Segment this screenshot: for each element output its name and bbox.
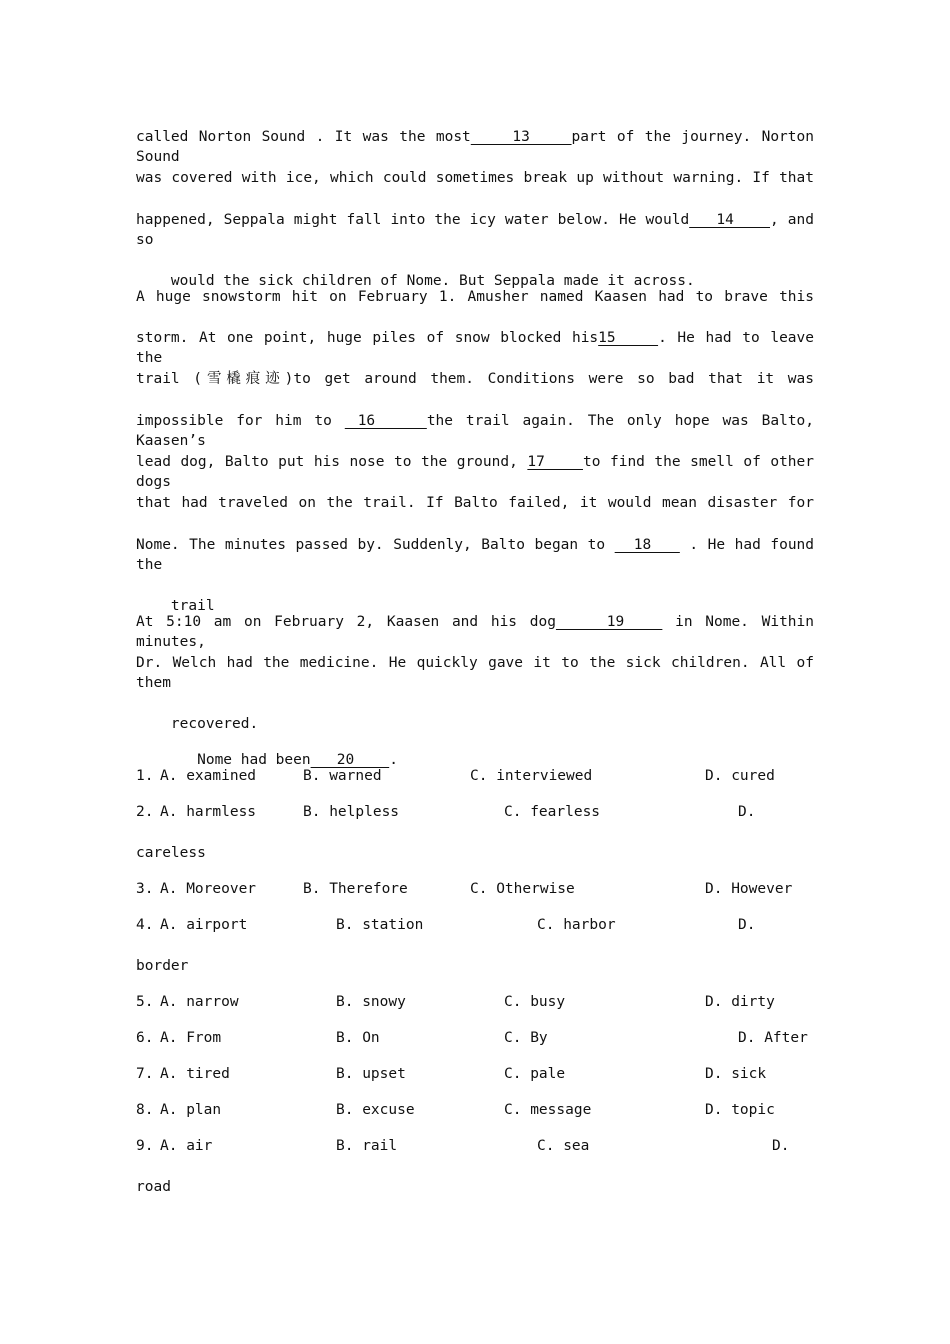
question-5-option-a: A. narrow — [160, 994, 239, 1010]
passage-line — [136, 612, 814, 652]
line-text: . He had to leave the — [136, 330, 814, 366]
line-text: . — [389, 752, 398, 768]
line-text: the trail again. The only hope was Balto, Kaasen’s — [136, 413, 815, 449]
question-7-option-b: B. upset — [336, 1066, 406, 1082]
blank-14: 14 — [689, 212, 771, 228]
question-8-option-a: A. plan — [160, 1102, 222, 1118]
question-2-option-c: C. fearless — [504, 804, 601, 820]
passage-line — [136, 653, 814, 693]
question-6-option-b: B. On — [336, 1030, 380, 1046]
question-4-option-d-text: border — [136, 958, 189, 974]
question-3-option-b: B. Therefore — [303, 881, 408, 897]
line-text: Nome had been — [170, 752, 311, 768]
blank-16: 16 — [344, 413, 427, 429]
passage-line — [136, 328, 814, 368]
blank-17: 17 — [527, 454, 583, 470]
question-1-number: 1. — [136, 768, 154, 784]
line-text: Dr. Welch had the medicine. He quickly gave it to the sick children. All of them — [136, 655, 814, 691]
question-8-option-c: C. message — [504, 1102, 592, 1118]
line-text: storm. At one point, huge piles of snow blocked his — [136, 330, 599, 346]
question-5-option-b: B. snowy — [336, 994, 406, 1010]
question-8-option-d: D. topic — [705, 1102, 775, 1118]
passage-line — [136, 369, 814, 389]
line-text: . He had found the — [136, 537, 815, 573]
question-1-option-c: C. interviewed — [470, 768, 593, 784]
line-text: Nome. The minutes passed by. Suddenly, Balto began to — [136, 537, 615, 553]
question-7-option-d: D. sick — [705, 1066, 767, 1082]
passage-line — [136, 493, 814, 513]
line-text: , and so — [136, 212, 814, 248]
question-1-option-d: D. cured — [705, 768, 775, 784]
question-7-number: 7. — [136, 1066, 154, 1082]
question-1-option-b: B. warned — [303, 768, 382, 784]
line-text: A huge snowstorm hit on February 1. Amusher named Kaasen had to brave this — [136, 289, 814, 305]
line-text: impossible for him to — [136, 413, 345, 429]
question-6-option-d: D. After — [738, 1030, 808, 1046]
question-3-number: 3. — [136, 881, 154, 897]
question-6-number: 6. — [136, 1030, 154, 1046]
question-4-number: 4. — [136, 917, 154, 933]
blank-13: 13 — [470, 129, 572, 145]
line-text: would the sick children of Nome. But Seppala made it across. — [170, 273, 695, 289]
question-4-option-c: C. harbor — [537, 917, 616, 933]
question-5-option-c: C. busy — [504, 994, 566, 1010]
question-3-option-a: A. Moreover — [160, 881, 257, 897]
passage-line — [136, 127, 814, 167]
question-5-option-d: D. dirty — [705, 994, 775, 1010]
line-text: recovered. — [170, 716, 259, 732]
question-7-option-a: A. tired — [160, 1066, 230, 1082]
blank-20: 20 — [310, 752, 390, 768]
passage-line — [136, 287, 814, 307]
question-4-option-d: D. — [738, 917, 756, 933]
question-9-option-b: B. rail — [336, 1138, 398, 1154]
line-text: in Nome. Within minutes, — [136, 614, 814, 650]
passage-line — [136, 210, 814, 250]
passage-line — [136, 411, 814, 451]
line-text: trail (雪橇痕迹)to get around them. Conditions were so bad that it was — [136, 371, 814, 387]
line-text: happened, Seppala might fall into the icy water below. He would — [136, 212, 690, 228]
question-4-option-b: B. station — [336, 917, 424, 933]
line-text: lead dog, Balto put his nose to the ground, — [136, 454, 528, 470]
line-text: to find the smell of other dogs — [136, 454, 814, 490]
question-4-option-a: A. airport — [160, 917, 248, 933]
line-text: part of the journey. Norton Sound — [136, 129, 814, 165]
passage-line — [136, 535, 814, 575]
question-6-option-a: A. From — [160, 1030, 222, 1046]
question-2-number: 2. — [136, 804, 154, 820]
blank-19: 19 — [555, 614, 663, 630]
question-6-option-c: C. By — [504, 1030, 548, 1046]
line-text: was covered with ice, which could sometimes break up without warning. If that — [136, 170, 814, 186]
question-5-number: 5. — [136, 994, 154, 1010]
question-9-option-a: A. air — [160, 1138, 213, 1154]
blank-15: 15 — [598, 330, 659, 346]
question-2-option-d-text: careless — [136, 845, 206, 861]
question-9-option-d-text: road — [136, 1179, 171, 1195]
blank-18: 18 — [614, 537, 680, 553]
question-2-option-b: B. helpless — [303, 804, 400, 820]
line-text: called Norton Sound . It was the most — [136, 129, 471, 145]
question-2-option-d: D. — [738, 804, 756, 820]
question-3-option-d: D. However — [705, 881, 793, 897]
question-3-option-c: C. Otherwise — [470, 881, 575, 897]
question-9-option-c: C. sea — [537, 1138, 590, 1154]
passage-line — [136, 168, 814, 188]
passage-line — [136, 452, 814, 492]
line-text: that had traveled on the trail. If Balto failed, it would mean disaster for — [136, 495, 814, 511]
line-text: trail — [170, 598, 215, 614]
question-1-option-a: A. examined — [160, 768, 257, 784]
question-8-option-b: B. excuse — [336, 1102, 415, 1118]
question-2-option-a: A. harmless — [160, 804, 257, 820]
question-9-number: 9. — [136, 1138, 154, 1154]
question-8-number: 8. — [136, 1102, 154, 1118]
question-7-option-c: C. pale — [504, 1066, 566, 1082]
line-text: At 5:10 am on February 2, Kaasen and his dog — [136, 614, 556, 630]
question-9-option-d: D. — [772, 1138, 790, 1154]
